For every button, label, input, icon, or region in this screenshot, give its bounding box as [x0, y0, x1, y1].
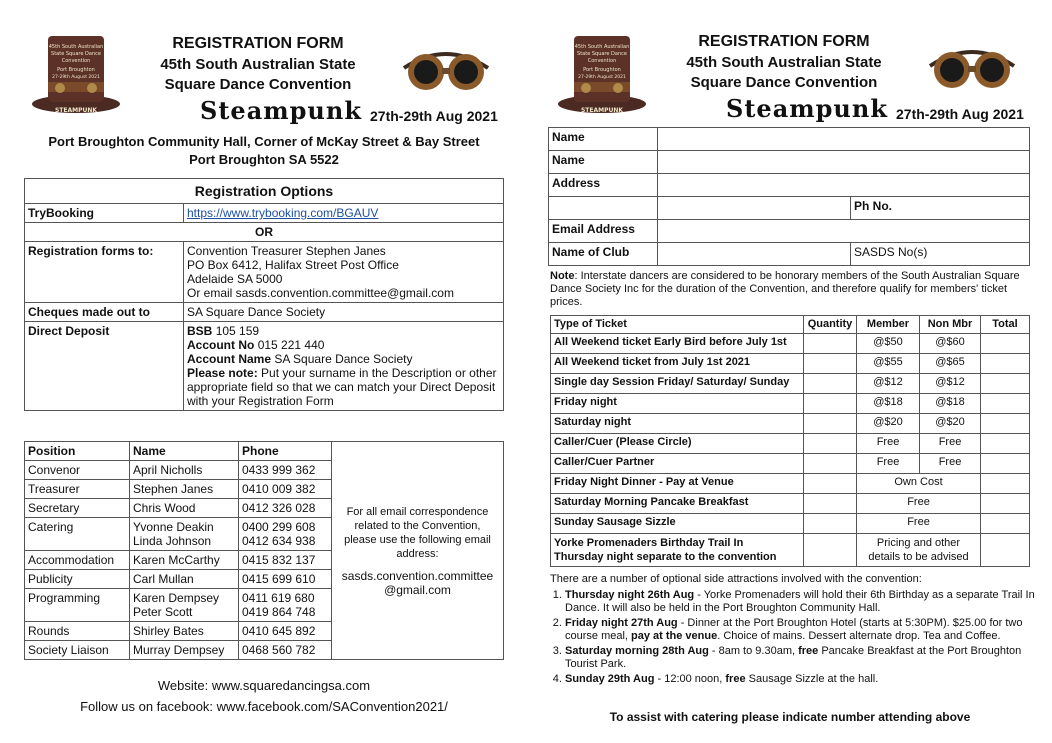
contact-name: April Nicholls: [130, 461, 239, 480]
contact-phone: 0412 634 938: [242, 534, 316, 548]
name-2-field[interactable]: [658, 151, 1030, 174]
hat-text-4: Port Broughton: [57, 67, 95, 73]
contact-position: Treasurer: [25, 480, 130, 499]
contact-position: Catering: [25, 518, 130, 551]
ticket-member-price: Free: [857, 454, 920, 474]
venue-line-1: Port Broughton Community Hall, Corner of McKay Street & Bay Street: [48, 134, 480, 149]
forms-line: PO Box 6412, Halifax Street Post Office: [187, 258, 399, 272]
right-subtitle-2: Square Dance Convention: [690, 74, 878, 91]
email-correspondence-address-1: sasds.convention.committee: [341, 568, 494, 583]
forms-line: Or email sasds.convention.committee@gmail.com: [187, 286, 454, 300]
ticket-type: Caller/Cuer (Please Circle): [551, 434, 804, 454]
ticket-member-price: Free: [857, 434, 920, 454]
ticket-quantity-field[interactable]: [804, 374, 857, 394]
forms-line: Adelaide SA 5000: [187, 272, 283, 286]
note-label: Note: [550, 270, 575, 282]
ticket-total-field[interactable]: [981, 374, 1030, 394]
table-row: [551, 454, 1030, 474]
goggles-icon: [926, 36, 1018, 96]
attraction-text-2: . Choice of mains. Dessert alternate drop. Tea and Coffee.: [717, 630, 1001, 642]
contact-name: Linda Johnson: [133, 534, 212, 548]
attraction-title: Sunday 29th Aug: [565, 673, 655, 685]
ticket-nonmember-price: @$60: [920, 334, 981, 354]
please-note-text: Put your surname in the Description or other appropriate field so that we can match your Direct Deposit with your Registration Form: [187, 366, 497, 408]
contact-phone: 0415 699 610: [239, 570, 332, 589]
account-no-label: Account No: [187, 338, 255, 352]
contact-phone: 0412 326 028: [239, 499, 332, 518]
contact-position: Rounds: [25, 622, 130, 641]
hat-text-2: State Square Dance: [577, 51, 627, 57]
contact-phone: 0400 299 608: [242, 520, 316, 534]
ticket-header-type: Type of Ticket: [551, 316, 804, 334]
interstate-note: [550, 270, 1030, 309]
contact-position: Accommodation: [25, 551, 130, 570]
contact-position: Secretary: [25, 499, 130, 518]
list-item: [565, 617, 1035, 643]
contact-name: Yvonne Deakin: [133, 520, 214, 534]
address-field-2[interactable]: [549, 197, 658, 220]
left-subtitle-2: Square Dance Convention: [164, 76, 352, 93]
trail-in-price-2: details to be advised: [868, 551, 969, 563]
attraction-emphasis: free: [798, 645, 819, 657]
ticket-total-field[interactable]: [981, 334, 1030, 354]
ticket-quantity-field[interactable]: [804, 454, 857, 474]
ticket-nonmember-price: Free: [920, 434, 981, 454]
hat-text-1: 45th South Australian: [48, 44, 104, 50]
bsb-label: BSB: [187, 324, 213, 338]
contacts-header-name: Name: [130, 442, 239, 461]
ticket-nonmember-price: @$65: [920, 354, 981, 374]
ticket-member-price: @$20: [857, 414, 920, 434]
ticket-type: Friday Night Dinner - Pay at Venue: [551, 474, 804, 494]
hat-text-6: STEAMPUNK: [580, 107, 624, 114]
contact-name: Carl Mullan: [130, 570, 239, 589]
table-row: [551, 374, 1030, 394]
contact-position: Publicity: [25, 570, 130, 589]
address-field[interactable]: [658, 174, 1030, 197]
sasds-label: SASDS No(s): [851, 243, 1030, 266]
address-label: Address: [549, 174, 658, 197]
ticket-type: All Weekend ticket Early Bird before July 1st: [551, 334, 804, 354]
trail-in-type-1: Yorke Promenaders Birthday Trail In: [554, 537, 744, 549]
email-field[interactable]: [658, 220, 1030, 243]
email-correspondence-note: For all email correspondence related to the Convention, please use the following email address:: [344, 505, 491, 560]
table-row: [551, 334, 1030, 354]
ticket-nonmember-price: @$18: [920, 394, 981, 414]
ticket-total-field[interactable]: [981, 394, 1030, 414]
ticket-total-field[interactable]: [981, 494, 1030, 514]
hat-text-1: 45th South Australian: [574, 44, 630, 50]
contact-name: Shirley Bates: [130, 622, 239, 641]
catering-footer: To assist with catering please indicate number attending above: [609, 710, 971, 724]
ticket-quantity-field[interactable]: [804, 474, 857, 494]
ticket-quantity-field[interactable]: [804, 534, 857, 567]
contacts-table: [24, 441, 504, 660]
ticket-quantity-field[interactable]: [804, 434, 857, 454]
contact-position: Society Liaison: [25, 641, 130, 660]
contact-phone: 0410 645 892: [239, 622, 332, 641]
left-dates: 27th-29th Aug 2021: [370, 108, 498, 124]
ticket-type: All Weekend ticket from July 1st 2021: [551, 354, 804, 374]
right-theme: Steampunk: [726, 94, 888, 123]
bsb-value: 105 159: [215, 324, 260, 338]
attraction-text: - Yorke Promenaders will hold their 6th Birthday as a separate Trail In Dance. It will also be held in the Port Broughton Community Hall.: [565, 589, 1035, 614]
list-item: [565, 589, 1035, 615]
contact-phone: 0410 009 382: [239, 480, 332, 499]
name-1-label: Name: [549, 128, 658, 151]
attraction-text: - 8am to 9.30am,: [708, 645, 799, 657]
ticket-price: Free: [857, 494, 981, 514]
left-subtitle-1: 45th South Australian State: [160, 56, 356, 73]
ticket-nonmember-price: @$12: [920, 374, 981, 394]
attractions-intro: There are a number of optional side attractions involved with the convention:: [550, 573, 922, 585]
contact-name: Chris Wood: [130, 499, 239, 518]
hat-text-5: 27-29th August 2021: [578, 75, 626, 80]
trybooking-label: TryBooking: [25, 204, 184, 223]
attraction-emphasis: pay at the venue: [631, 630, 718, 642]
ticket-member-price: @$50: [857, 334, 920, 354]
attraction-title: Saturday morning 28th Aug: [565, 645, 709, 657]
right-dates: 27th-29th Aug 2021: [896, 106, 1024, 122]
ticket-quantity-field[interactable]: [804, 514, 857, 534]
steampunk-hat-icon: [556, 30, 648, 116]
ticket-total-field[interactable]: [981, 474, 1030, 494]
contacts-header-position: Position: [25, 442, 130, 461]
left-theme: Steampunk: [200, 96, 362, 125]
ticket-type: Saturday Morning Pancake Breakfast: [551, 494, 804, 514]
ticket-member-price: @$12: [857, 374, 920, 394]
contact-phone: 0415 832 137: [239, 551, 332, 570]
contact-name: Stephen Janes: [130, 480, 239, 499]
forms-line: Convention Treasurer Stephen Janes: [187, 244, 386, 258]
hat-text-5: 27-29th August 2021: [52, 75, 100, 80]
phone-label: Ph No.: [851, 197, 1030, 220]
contact-name: Karen McCarthy: [130, 551, 239, 570]
ticket-total-field[interactable]: [981, 514, 1030, 534]
ticket-member-price: @$55: [857, 354, 920, 374]
contacts-header-phone: Phone: [239, 442, 332, 461]
ticket-total-field[interactable]: [981, 414, 1030, 434]
ticket-header-nonmember: Non Mbr: [920, 316, 981, 334]
table-row: [551, 414, 1030, 434]
contact-phone: 0411 619 680: [242, 591, 315, 605]
attraction-text-2: Sausage Sizzle at the hall.: [745, 673, 879, 685]
table-row: [551, 514, 1030, 534]
right-subtitle-1: 45th South Australian State: [686, 54, 882, 71]
account-no-value: 015 221 440: [257, 338, 325, 352]
trybooking-link[interactable]: https://www.trybooking.com/BGAUV: [187, 206, 379, 220]
ticket-total-field[interactable]: [981, 454, 1030, 474]
ticket-quantity-field[interactable]: [804, 354, 857, 374]
right-title: REGISTRATION FORM: [698, 33, 870, 50]
address-field-3[interactable]: [658, 197, 851, 220]
please-note-label: Please note:: [187, 366, 258, 380]
hat-text-3: Convention: [61, 58, 91, 64]
account-name-value: SA Square Dance Society: [274, 352, 413, 366]
ticket-price: Own Cost: [857, 474, 981, 494]
ticket-quantity-field[interactable]: [804, 414, 857, 434]
options-or: OR: [25, 223, 504, 242]
cheques-label: Cheques made out to: [25, 303, 184, 322]
ticket-type: Saturday night: [551, 414, 804, 434]
facebook-line: Follow us on facebook: www.facebook.com/SAConvention2021/: [80, 699, 448, 714]
ticket-header-member: Member: [857, 316, 920, 334]
deposit-label: Direct Deposit: [25, 322, 184, 411]
ticket-price: Free: [857, 514, 981, 534]
email-correspondence-address-2: @gmail.com: [384, 582, 451, 597]
attraction-text: - 12:00 noon,: [654, 673, 726, 685]
account-name-label: Account Name: [187, 352, 272, 366]
ticket-nonmember-price: Free: [920, 454, 981, 474]
list-item: [565, 673, 1035, 686]
forms-label: Registration forms to:: [25, 242, 184, 303]
cheques-value: SA Square Dance Society: [184, 303, 504, 322]
attraction-title: Thursday night 26th Aug: [565, 589, 695, 601]
ticket-nonmember-price: @$20: [920, 414, 981, 434]
registration-options-table: [24, 178, 504, 411]
ticket-type: Caller/Cuer Partner: [551, 454, 804, 474]
contact-phone: 0419 864 748: [242, 605, 316, 619]
contact-phone: 0433 999 362: [239, 461, 332, 480]
steampunk-hat-icon: [30, 30, 122, 116]
table-row: [551, 394, 1030, 414]
goggles-icon: [400, 38, 492, 98]
email-correspondence-cell: [332, 442, 504, 660]
ticket-member-price: @$18: [857, 394, 920, 414]
list-item: [565, 645, 1035, 671]
hat-text-2: State Square Dance: [51, 51, 101, 57]
contact-name: Karen Dempsey: [133, 591, 220, 605]
email-label: Email Address: [549, 220, 658, 243]
attraction-text: - Dinner at the Port Broughton Hotel (starts at 5:30PM). $25.00 for two course meal,: [565, 617, 1023, 642]
contact-name: Peter Scott: [133, 605, 193, 619]
website-line: Website: www.squaredancingsa.com: [157, 678, 371, 693]
venue-line-2: Port Broughton SA 5522: [189, 152, 339, 167]
contact-name: Murray Dempsey: [130, 641, 239, 660]
ticket-quantity-field[interactable]: [804, 334, 857, 354]
table-row: [551, 354, 1030, 374]
ticket-quantity-field[interactable]: [804, 394, 857, 414]
hat-text-6: STEAMPUNK: [54, 107, 98, 114]
contact-position: Programming: [25, 589, 130, 622]
table-row: [551, 434, 1030, 454]
ticket-total-field[interactable]: [981, 434, 1030, 454]
left-title: REGISTRATION FORM: [172, 35, 344, 52]
right-page: [526, 0, 1052, 743]
attraction-emphasis: free: [725, 673, 746, 685]
contact-position: Convenor: [25, 461, 130, 480]
attractions-list: [550, 589, 1035, 688]
hat-text-3: Convention: [587, 58, 617, 64]
name-1-field[interactable]: [658, 128, 1030, 151]
table-row: [551, 534, 1030, 567]
ticket-type: Single day Session Friday/ Saturday/ Sunday: [551, 374, 804, 394]
attraction-text-2: Pancake Breakfast at the Port Broughton Tourist Park.: [565, 645, 1022, 670]
attraction-title: Friday night 27th Aug: [565, 617, 678, 629]
hat-text-4: Port Broughton: [583, 67, 621, 73]
club-field[interactable]: [658, 243, 851, 266]
contact-phone: 0468 560 782: [239, 641, 332, 660]
ticket-total-field[interactable]: [981, 534, 1030, 567]
ticket-type: Friday night: [551, 394, 804, 414]
options-heading: Registration Options: [25, 179, 504, 204]
club-label: Name of Club: [549, 243, 658, 266]
ticket-type: Sunday Sausage Sizzle: [551, 514, 804, 534]
ticket-header-quantity: Quantity: [804, 316, 857, 334]
table-row: [551, 494, 1030, 514]
trail-in-type-2: Thursday night separate to the convention: [554, 551, 777, 563]
ticket-table: [550, 315, 1030, 567]
ticket-header-total: Total: [981, 316, 1030, 334]
note-text: : Interstate dancers are considered to be honorary members of the South Australian Square Dance Society Inc for the duration of the Convention, and therefore qualify for members' ticket prices.: [550, 270, 1020, 308]
ticket-total-field[interactable]: [981, 354, 1030, 374]
table-row: [551, 474, 1030, 494]
trail-in-price-1: Pricing and other: [876, 537, 961, 549]
ticket-quantity-field[interactable]: [804, 494, 857, 514]
name-2-label: Name: [549, 151, 658, 174]
details-table: [548, 127, 1030, 266]
